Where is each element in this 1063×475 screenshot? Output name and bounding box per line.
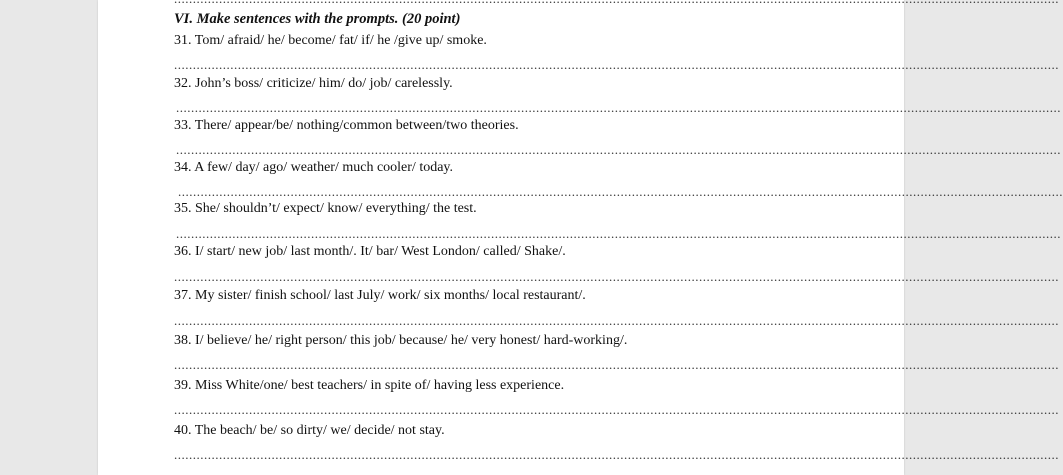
answer-line-35[interactable]: ............................................................................................................................................................................................................................................ bbox=[176, 226, 1061, 241]
answer-line-32[interactable]: ............................................................................................................................................................................................................................................ bbox=[176, 100, 1061, 115]
answer-line-36[interactable]: ............................................................................................................................................................................................................................................ bbox=[174, 269, 1059, 284]
prompt-39: 39. Miss White/one/ best teachers/ in spite of/ having less experience. bbox=[174, 378, 565, 393]
prompt-31: 31. Tom/ afraid/ he/ become/ fat/ if/ he /give up/ smoke. bbox=[174, 33, 487, 48]
answer-line-37[interactable]: ............................................................................................................................................................................................................................................ bbox=[174, 313, 1059, 328]
previous-answer-line bbox=[174, 0, 772, 3]
answer-line-40[interactable]: ............................................................................................................................................................................................................................................ bbox=[174, 447, 1059, 462]
prompt-32: 32. John’s boss/ criticize/ him/ do/ job/ carelessly. bbox=[174, 76, 453, 91]
prompt-34: 34. A few/ day/ ago/ weather/ much cooler/ today. bbox=[174, 160, 454, 175]
answer-line-33[interactable]: ............................................................................................................................................................................................................................................ bbox=[176, 142, 1061, 157]
prompt-33: 33. There/ appear/be/ nothing/common between/two theories. bbox=[174, 118, 519, 133]
answer-line-31[interactable]: ............................................................................................................................................................................................................................................ bbox=[174, 57, 1059, 72]
answer-line-38[interactable]: ............................................................................................................................................................................................................................................ bbox=[174, 357, 1059, 372]
prompt-40: 40. The beach/ be/ so dirty/ we/ decide/ not stay. bbox=[174, 423, 445, 438]
section-title: VI. Make sentences with the prompts. (20 point) bbox=[174, 11, 461, 27]
answer-line-39[interactable]: ............................................................................................................................................................................................................................................ bbox=[174, 402, 1059, 417]
prompt-37: 37. My sister/ finish school/ last July/ work/ six months/ local restaurant/. bbox=[174, 288, 586, 303]
document-page bbox=[98, 0, 1063, 475]
prompt-38: 38. I/ believe/ he/ right person/ this job/ because/ he/ very honest/ hard-working/. bbox=[174, 333, 628, 348]
prompt-36: 36. I/ start/ new job/ last month/. It/ bar/ West London/ called/ Shake/. bbox=[174, 244, 566, 259]
answer-line-34[interactable]: ............................................................................................................................................................................................................................................ bbox=[178, 184, 1063, 199]
prompt-35: 35. She/ shouldn’t/ expect/ know/ everything/ the test. bbox=[174, 201, 477, 216]
